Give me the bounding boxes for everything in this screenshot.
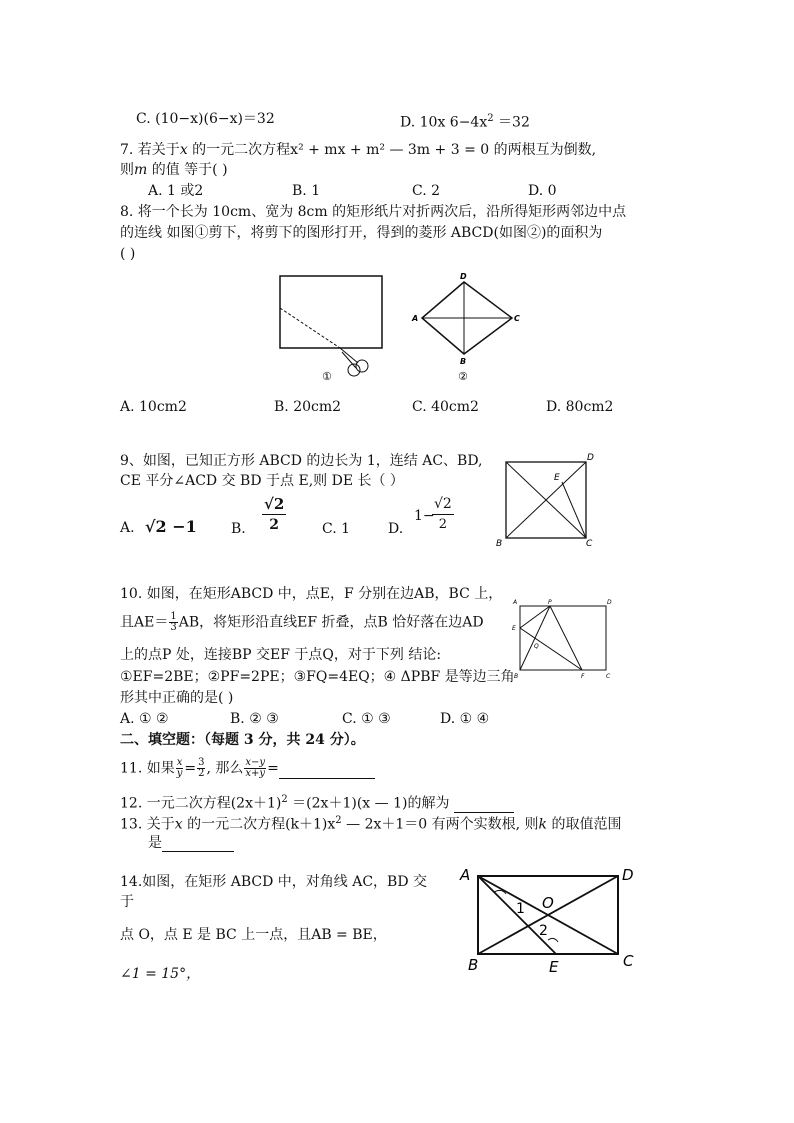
q14-point-e: E — [549, 958, 559, 976]
q9-stem-line2: CE 平分∠ACD 交 BD 于点 E,则 DE 长（ ） — [120, 473, 404, 489]
q10-point-p: P — [548, 599, 552, 606]
q6-option-d: D. 10x $6-4x^2 =32$ — [400, 113, 530, 131]
q14-stem-line1: 14.如图，在矩形 ABCD 中，对角线 AC，BD 交 — [120, 874, 427, 890]
q11-stem: 11. 如果 $\frac{x}{y}$ = $\frac{3}{2}$ , 那么 $\frac{x-y}{x+y}$ = — [120, 758, 375, 779]
q9-option-b-fraction: √2 2 — [264, 495, 285, 533]
q10-point-f: F — [581, 673, 585, 680]
q7-option-b: B. 1 — [292, 183, 321, 199]
q14-point-d: D — [622, 866, 634, 884]
q9-stem-line1: 9、如图，已知正方形 ABCD 的边长为 1，连结 AC、BD, — [120, 453, 483, 469]
q10-option-c: C. ① ③ — [342, 711, 391, 727]
q9-point-e: E — [554, 473, 560, 483]
q12-stem: 12. 一元二次方程$(2x+1)^2 =(2x+1)(x$ — 1)的解为 — [120, 791, 514, 813]
q7-stem: 7. 若关于x 的一元二次方程x² + mx + m² — 3m + 3 = 0 的两根互为倒数, — [120, 142, 597, 158]
q9-option-d-expr: 1− — [414, 508, 435, 524]
q8-option-c: C. 40cm2 — [412, 399, 479, 415]
q14-stem-line2: 于 — [120, 894, 134, 910]
q10-option-a: A. ① ② — [120, 711, 169, 727]
q8-figure-2-label: ② — [458, 370, 468, 383]
q14-angle-2-label: 2 — [539, 923, 548, 939]
q10-stem-line1: 10. 如图，在矩形ABCD 中，点E，F 分别在边AB，BC 上， — [120, 586, 503, 602]
section-2-heading: 二、填空题：（每题 3 分，共 24 分）。 — [120, 732, 365, 748]
q8-stem-line2: 的连线 如图①剪下，将剪下的图形打开，得到的菱形 ABCD(如图②)的面积为 — [120, 225, 603, 241]
q9-point-d: D — [587, 453, 594, 463]
q9-option-d-fraction: √2 2 — [434, 496, 452, 532]
q9-option-b: B. — [231, 521, 246, 537]
q8-option-d: D. 80cm2 — [546, 399, 614, 415]
q8-option-b: B. 20cm2 — [274, 399, 342, 415]
q10-stem-line2: 且AE＝ $\frac{1}{3}$ AB，将矩形沿直线EF 折叠，点B 恰好落在边AD — [120, 611, 484, 633]
q14-point-a: A — [460, 866, 471, 884]
q7-stem-line2: 则m 的值 等于( ) — [120, 162, 228, 178]
q6-option-c: C. (10−x)(6−x)＝32 — [136, 111, 275, 127]
q8-point-b: B — [460, 357, 467, 366]
q10-point-c: C — [606, 673, 611, 680]
q9-point-b: B — [496, 539, 503, 548]
q8-stem-line3: ( ) — [120, 246, 136, 262]
q10-point-q: Q — [534, 643, 539, 650]
q10-point-b: B — [514, 673, 519, 680]
q9-option-a: A. √2 −1 — [120, 517, 197, 536]
q9-option-c: C. 1 — [322, 521, 351, 537]
q8-figure-2 — [408, 268, 528, 388]
q14-stem-line3: 点 O，点 E 是 BC 上一点，且AB = BE， — [120, 927, 387, 943]
q8-figure-1 — [270, 268, 400, 388]
q12-answer-blank[interactable] — [454, 798, 514, 813]
q14-point-c: C — [623, 952, 634, 970]
q7-option-a: A. 1 或2 — [148, 183, 204, 199]
q10-option-d: D. ① ④ — [440, 711, 490, 727]
q14-point-b: B — [468, 956, 479, 974]
q14-angle-1-label: 1 — [516, 901, 525, 917]
q10-point-a: A — [513, 599, 518, 606]
q13-stem-line2: 是 — [148, 834, 234, 852]
q10-point-d: D — [607, 599, 612, 606]
q10-option-b: B. ② ③ — [230, 711, 279, 727]
q13-stem-line1: 13. 关于x 的一元二次方程$(k+1)x^2$ — 2x＋1＝0 有两个实数根, 则k 的取值范围 — [120, 815, 622, 833]
q8-point-a: A — [412, 314, 419, 323]
q8-stem-line1: 8. 将一个长为 10cm、宽为 8cm 的矩形纸片对折两次后，沿所得矩形两邻边中点 — [120, 204, 627, 220]
q8-option-a: A. 10cm2 — [120, 399, 187, 415]
q9-option-d: D. — [388, 521, 404, 537]
q7-option-c: C. 2 — [412, 183, 441, 199]
q10-point-e: E — [512, 625, 516, 632]
q10-figure — [508, 596, 618, 682]
q14-point-o: O — [542, 894, 554, 912]
q8-figure-1-label: ① — [322, 370, 332, 383]
q9-figure — [494, 448, 604, 548]
q8-point-c: C — [514, 314, 520, 323]
q13-answer-blank[interactable] — [162, 837, 234, 852]
q10-stem-line4: ①EF=2BE；②PF=2PE；③FQ=4EQ；④ ΔPBF 是等边三角 — [120, 669, 515, 685]
q11-answer-blank[interactable] — [279, 764, 375, 779]
q9-point-c: C — [586, 539, 593, 548]
q10-stem-line3: 上的点P 处，连接BP 交EF 于点Q，对于下列 结论: — [120, 647, 442, 663]
q14-stem-line4: ∠1 = 15°， — [120, 966, 201, 982]
q7-option-d: D. 0 — [528, 183, 557, 199]
q8-point-d: D — [460, 272, 467, 281]
q10-stem-line5: 形其中正确的是( ) — [120, 690, 234, 706]
q14-figure — [456, 862, 646, 978]
